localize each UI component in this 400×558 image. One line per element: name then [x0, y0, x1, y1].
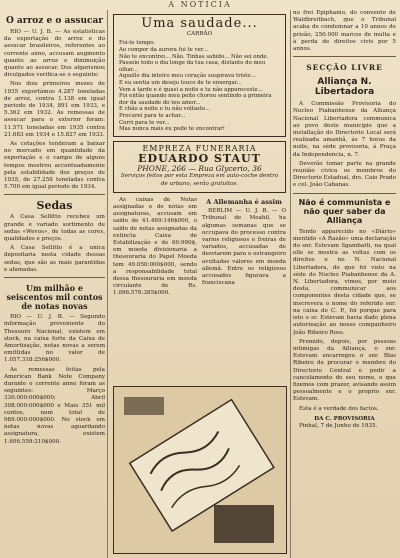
poem-line: Foi então quando meu peito chorou sentindo a primeira dor da saudade do teu amor...: [119, 93, 272, 106]
article-title: A Allemanha é assim: [206, 197, 282, 206]
column-divider: [290, 10, 291, 558]
poem-line: Aquelle dia inteiro meu coração suspirava triste...: [119, 73, 256, 80]
poem-title: Uma saudade...: [141, 16, 258, 31]
article-paragraph: RIO — U. J. B. — As estatisticas da exportação do arroz e do assucar brasileiros, referentes ao corrente anno, accusam augmento quanto ao arroz e diminuição quanto ao assucar. Dos algarismos divulgados verifica-se o seguinte:: [4, 29, 105, 79]
poem-body: [119, 40, 280, 132]
divider: [4, 277, 105, 278]
poem-line: Procurei para te achar...: [119, 112, 186, 119]
article-title: O arroz e o assucar: [5, 16, 104, 26]
ad-note: Serviços feitos por esta Empreza em auto-coche dentro de urbano, serão gratuitos.: [120, 173, 279, 187]
article-paragraph: RIO — U. J. B. — Segundo informação proveniente do Thesouro Nacional, existem em stock, na caixa forte da Caixa de Amortização, notas novas a serem emittidas no valor de 1.057.318:256$000.: [4, 314, 105, 364]
article-title: Um milhão e seiscentos mil contos de notas novas: [6, 283, 103, 312]
poem-line: E chão a noite e tu não voltaste...: [119, 106, 211, 113]
poem-author: CARRÃO: [186, 31, 213, 38]
poem-line: Passeio todo o dia longe da tua casa, distante do meu olhar...: [119, 60, 266, 73]
column-divider: [107, 10, 108, 558]
article-paragraph: no frei Epiphanio, do convento de Waldbreitbach, que o Tribunal acaba de condemnar a 10 annos de prisão, 250.000 marcos de multa e à perda de direitos civis por 5 annos.: [293, 10, 396, 53]
article-paragraph: Nos dois primeiros mezes de 1935 exportámos 4.287 toneladas de arroz, contra 1.138 em igual periodo de 1934, 891 em 1933, e 5.362 em 1932. As remessas de assucar para o exterior foram: 11.571 toneladas em 1935 contra 21.683 em 1934 e 15.827 em 1933.: [4, 81, 105, 138]
poem-line: Mas nunca mais eu pude te encontrar!: [119, 126, 225, 133]
section-title: SECÇÃO LIVRE: [306, 63, 383, 73]
column-left: [4, 10, 105, 558]
signature: DA C. PROVISORIA: [314, 415, 375, 422]
article-paragraph: Deverão tomar parte na grande reunião civica os membros do Directorio Estadual, drs. Caio Prado e cel. João Cabanas.: [293, 160, 396, 189]
advertisement-image: [113, 386, 287, 554]
article-title: Não é communista e não quer saber da Alliança: [298, 197, 391, 225]
article-paragraph: A Commissão Provisoria do Nucleo Piabanhense da Alliança Nacional Libertadora communica ao povo deste municipio que a installação do Directorio Local será realizada amanhã, ás 7 horas da noite, na séde provisoria, á Praça da Independencia, n. 7.: [293, 101, 396, 158]
ad-phone: PHONE, 266 — Rua Glycerio, 36: [137, 164, 262, 174]
ad-heading: EMPREZA FUNERARIA: [142, 143, 257, 153]
poem-line: E eu sentia um desejo louco de te enxergar...: [119, 79, 242, 86]
article-paragraph: Tendo apparecido no «Diário» mentido «A Razão» uma declaração do snr. Estevam Sgambatti, na qual elle se mostra as voltas com os direitos e no N. Nacional Libertadora, de que foi visto na séde do Nucleo Piabanhense da A. N. Libertadora, vimos, por meio desta, communicar aos componentes desta cidade que, se inscrevera o nome do referido snr. na caixa de C. P., foi porque para isto o sr. Estevam havia dado plena autorização ao nosso companheiro João Ribeiro Ross.: [293, 228, 396, 336]
article-paragraph: A Casa Sellitto recebeu um grande e variado sortimento de sedas «Wevos», de todas as cores, qualidades e preços.: [4, 214, 105, 243]
article-paragraph: A Casa Sellitto é a unica depositaria nesta cidade dessas sedas, que são as mais garantidas e afamadas.: [4, 245, 105, 273]
article-paragraph: Premido, depois, por pessoas intimigas da Alliança, o snr. Estevam encarregou o snr. Blas Ribeiro de procurar o membro do Directorio Central e pedir a cancelamento do seu nome, o que fizemos com prazer, avisando assim pessoalmente e o proprio snr. Estevam.: [293, 338, 396, 403]
cigarette-pack-illustration: [114, 387, 286, 553]
article-paragraph: As remessas feitas pela American Bank Note Company durante o corrente anno foram as seguintes: Março 330.000:000$000; Abril 308.000:000$000 e Maio 351 mil contos, num total de 989.000:000$000. No stock em notas novas aguardando assignatura, existem 1.606.559:210$000.: [4, 366, 105, 445]
funeral-ad-box: [113, 141, 286, 193]
poem-line: Ao compor da aurora fui te ver...: [119, 47, 208, 53]
divider: [293, 56, 396, 57]
poem-line: Foi-te tempo.: [119, 40, 156, 47]
article-paragraph: BERLIM — U. J. B. — O Tribunal de Meahil, ha algumas semanas que se occupava do processo contra varios religiosos e freiras de variados, accusadas de desviarem para o estrangeiro avultadas valores em moeda allemã. Entre os religiosos accusados figurava a franciscana: [202, 208, 286, 287]
column-middle: [111, 10, 288, 558]
subcolumn-right: [202, 197, 286, 290]
article-paragraph: As caixas de Notas assignadas e de notas em assignaturas, accusam um saldo de 41.469:146$000, o saldo de notas assignadas da extincta Caixa de Estabilização e de 60:990$, em moeda divisionaria a thesouraria do Papel Moeda tem 49.050:000$000, sendo a responsabilidade total dessa thesouraria em moeda circulante de Rs. 1.096.578:385$000.: [113, 196, 197, 297]
poem-line: Corri para te ver...: [119, 119, 170, 126]
divider: [4, 194, 105, 195]
ad-name: EDUARDO STAUT: [138, 151, 261, 165]
article-paragraph: As cotações tenderam a baixar no mercado em quantidade da exportação e o campo de alguns tempos mostrou accentuadamente pela estabilidade dos preços de 1935, de 27.258 toneladas contra 5.700 em igual periodo de 1934.: [4, 141, 105, 191]
article-title: Alliança N. Libertadora: [314, 77, 375, 98]
subcolumn-left: [113, 197, 197, 300]
poem-box: [113, 14, 286, 137]
poem-line: Vem a tarde e é quasi a noite e tu não appareceste...: [119, 86, 263, 93]
article-paragraph: Esta é a verdade dos factos.: [299, 405, 379, 412]
column-right: [293, 10, 396, 558]
article-title: Sedas: [36, 199, 73, 213]
divider: [293, 193, 396, 194]
dateline: Pinhal, 7 de Junho de 1935.: [299, 422, 378, 429]
masthead: A NOTICIA: [168, 0, 232, 9]
poem-line: Não te encontrei... Não. Tinhas sahido... Não sei onde.: [119, 53, 269, 60]
